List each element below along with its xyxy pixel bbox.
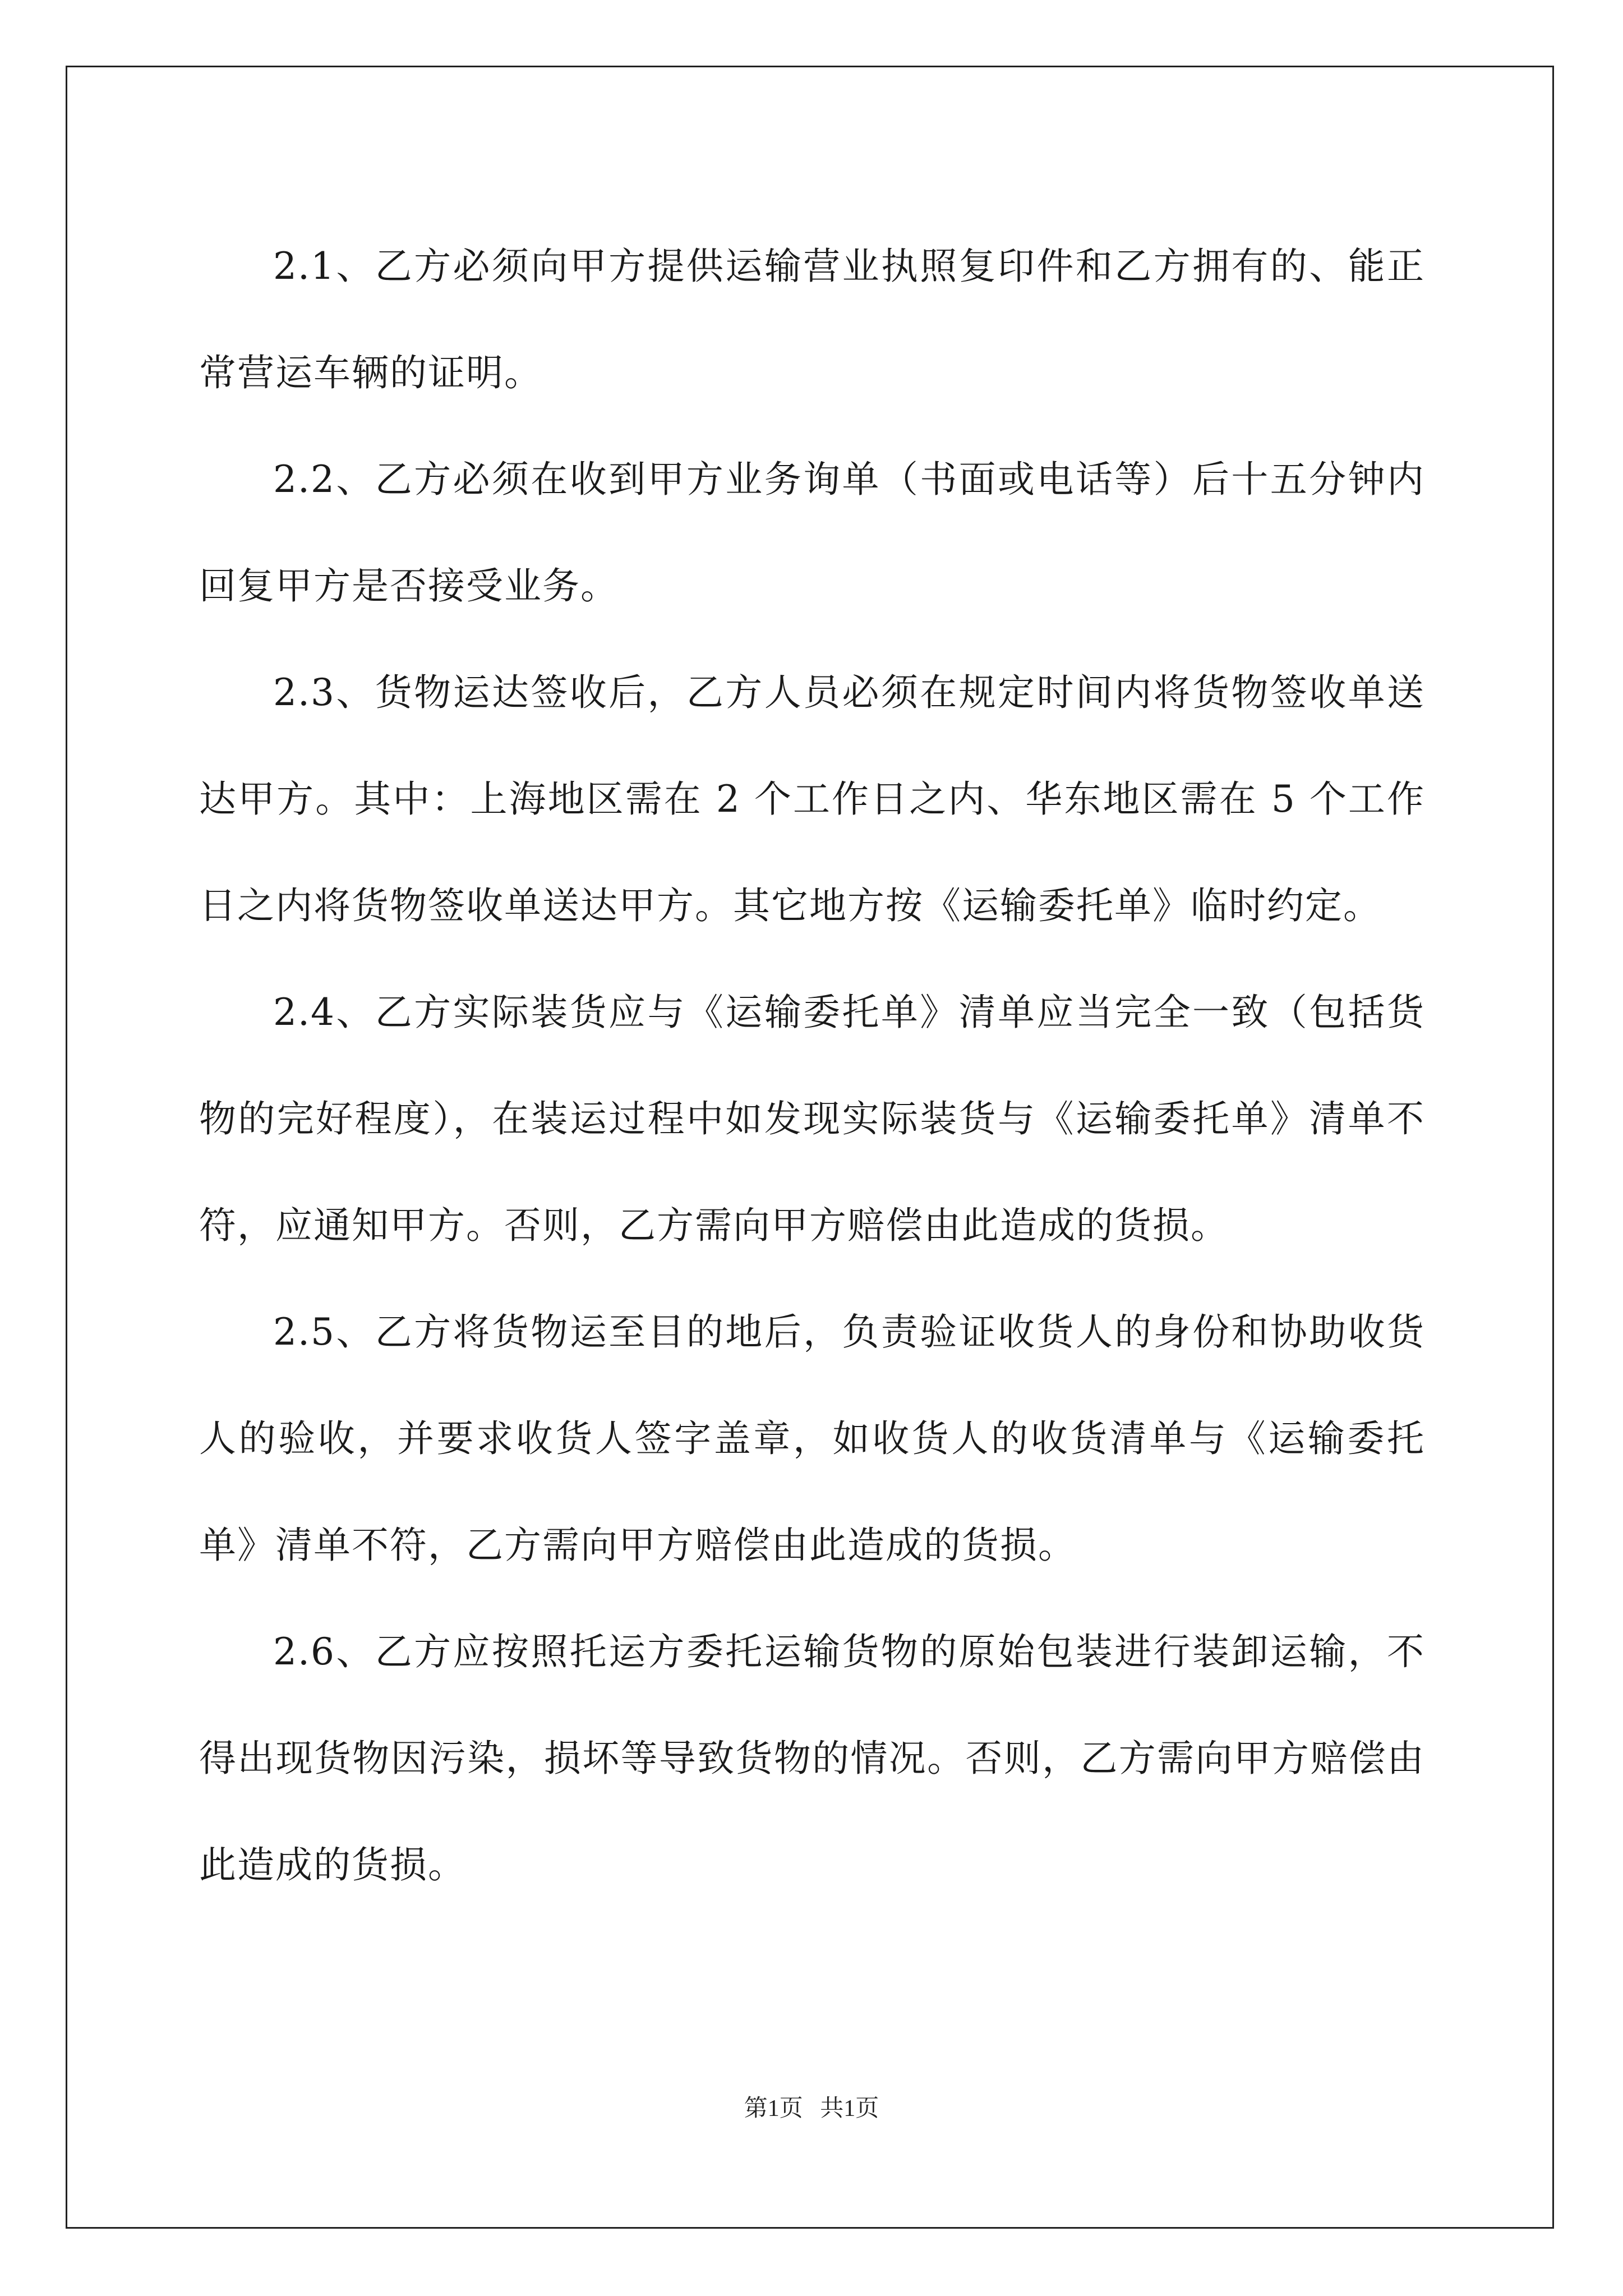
paragraph-2-4: 2.4、乙方实际装货应与《运输委托单》清单应当完全一致（包括货物的完好程度），在装运过程中如发现实际装货与《运输委托单》清单不符，应通知甲方。否则，乙方需向甲方赔偿由此造成的货损。: [199, 991, 1425, 1247]
paragraph-2-3: 2.3、货物运达签收后，乙方人员必须在规定时间内将货物签收单送达甲方。其中：上海地区需在 2 个工作日之内、华东地区需在 5 个工作日之内将货物签收单送达甲方。其它地方按《运输委托单》临时约定。: [199, 671, 1425, 927]
paragraph-2-6: 2.6、乙方应按照托运方委托运输货物的原始包装进行装卸运输，不得出现货物因污染，损坏等导致货物的情况。否则，乙方需向甲方赔偿由此造成的货损。: [199, 1630, 1425, 1887]
paragraph-2-1: 2.1、乙方必须向甲方提供运输营业执照复印件和乙方拥有的、能正常营运车辆的证明。: [199, 245, 1425, 394]
page-total: 共1页: [820, 2096, 879, 2122]
paragraph-2-2: 2.2、乙方必须在收到甲方业务询单（书面或电话等）后十五分钟内回复甲方是否接受业务。: [199, 458, 1425, 608]
page-number: 第1页: [744, 2096, 803, 2122]
document-body: [199, 213, 1425, 1918]
page-footer: [0, 2090, 1623, 2123]
paragraph-2-5: 2.5、乙方将货物运至目的地后，负责验证收货人的身份和协助收货人的验收，并要求收货人签字盖章，如收货人的收货清单与《运输委托单》清单不符，乙方需向甲方赔偿由此造成的货损。: [199, 1310, 1425, 1567]
